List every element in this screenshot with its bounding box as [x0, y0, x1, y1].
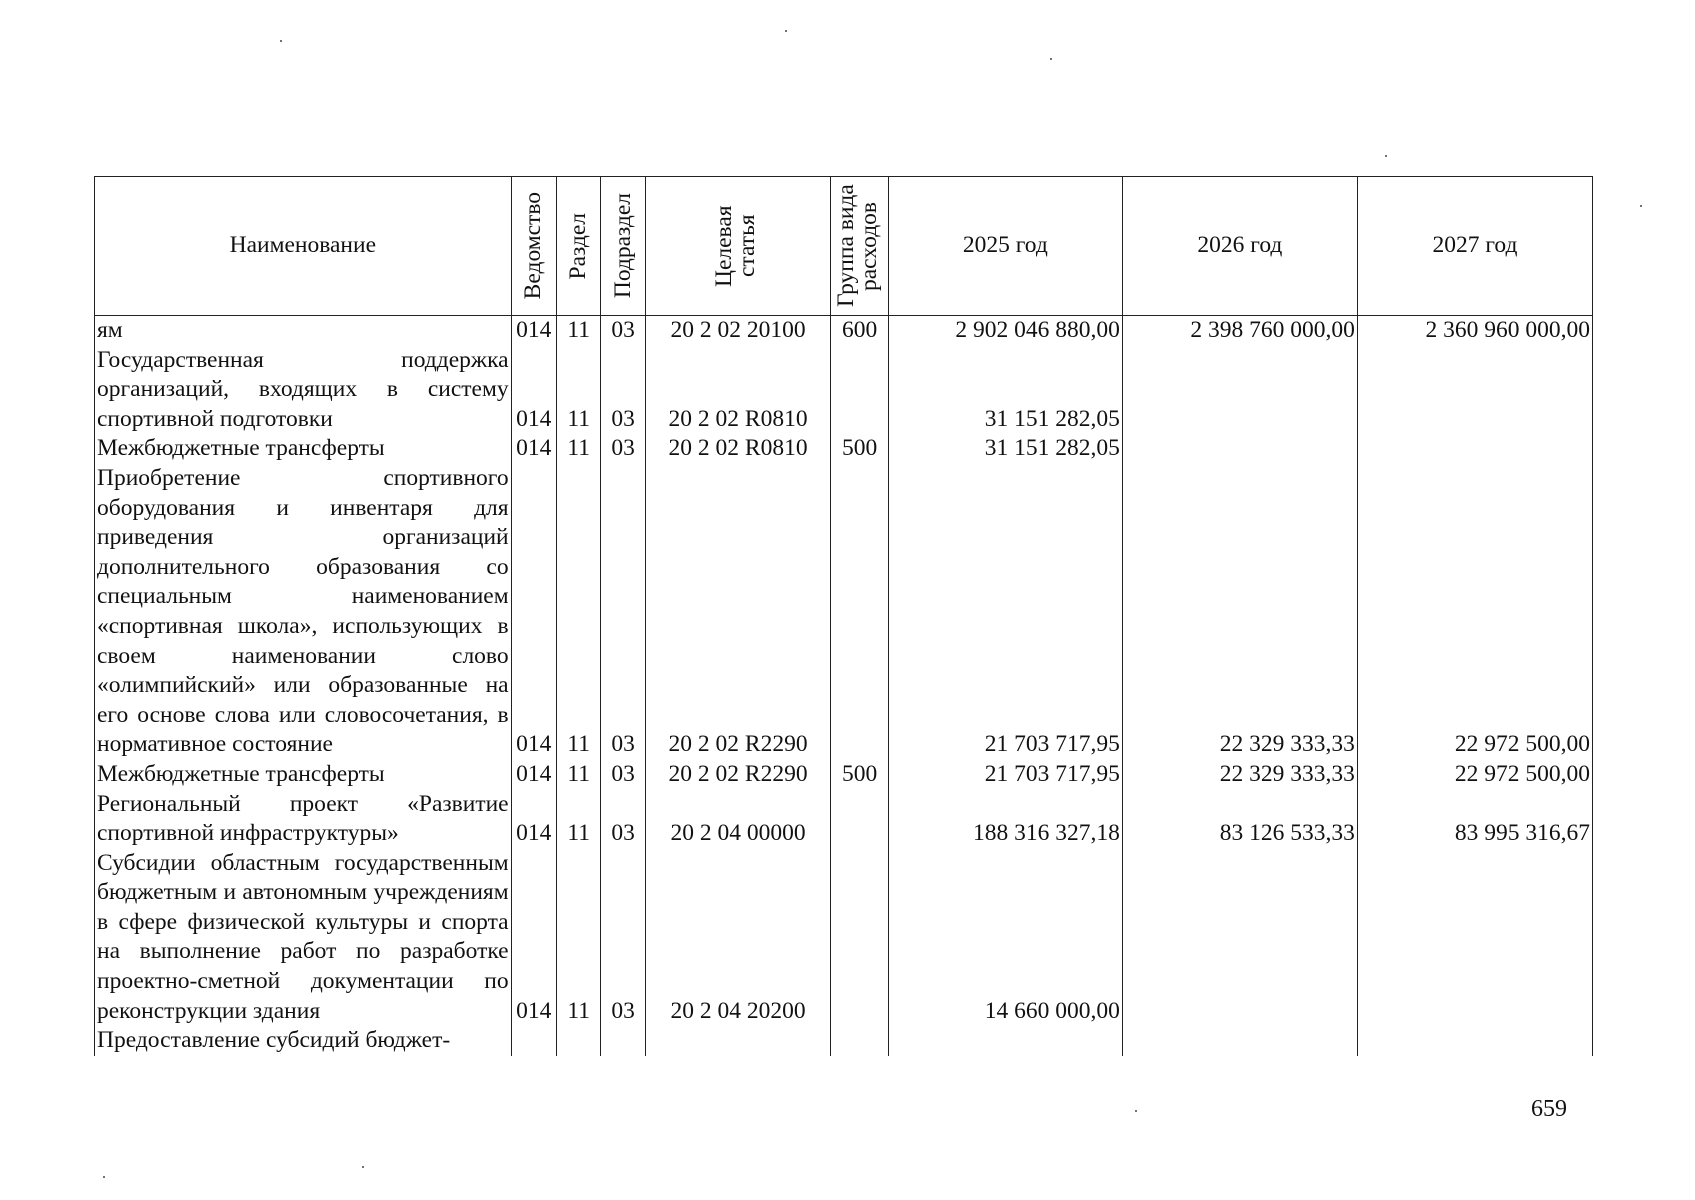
cell-razdel: 11 [557, 790, 601, 849]
cell-podrazdel [601, 1026, 645, 1056]
cell-gruppa: 500 [831, 434, 888, 464]
cell-celevaya-statya: 20 2 04 20200 [645, 849, 831, 1027]
cell-2027: 2 360 960 000,00 [1357, 316, 1592, 346]
cell-name: Субсидии областным государственным бюджетным и автономным учреждениям в сфере физической культуры и спорта на выполнение работ по разработке проектно-сметной документации по реконструкции здания [95, 849, 512, 1027]
cell-celevaya-statya [645, 1026, 831, 1056]
table-row [95, 849, 1593, 1027]
header-razdel-label: Раздел [565, 212, 592, 280]
header-celevaya-statya [645, 177, 831, 316]
cell-2027: 83 995 316,67 [1357, 790, 1592, 849]
cell-podrazdel: 03 [601, 434, 645, 464]
cell-razdel [557, 1026, 601, 1056]
scan-speck [1385, 155, 1387, 157]
cell-vedomstvo: 014 [511, 434, 556, 464]
cell-razdel: 11 [557, 434, 601, 464]
table-row [95, 464, 1593, 760]
header-2027 [1357, 177, 1592, 316]
cell-2027 [1357, 434, 1592, 464]
header-razdel [557, 177, 601, 316]
cell-vedomstvo: 014 [511, 849, 556, 1027]
cell-razdel: 11 [557, 464, 601, 760]
cell-podrazdel: 03 [601, 790, 645, 849]
header-vedomstvo-label: Ведомство [520, 192, 547, 300]
cell-2026 [1122, 1026, 1357, 1056]
cell-gruppa [831, 1026, 888, 1056]
cell-celevaya-statya: 20 2 02 R2290 [645, 760, 831, 790]
cell-razdel: 11 [557, 760, 601, 790]
cell-2026: 22 329 333,33 [1122, 760, 1357, 790]
cell-razdel: 11 [557, 346, 601, 435]
cell-celevaya-statya: 20 2 02 20100 [645, 316, 831, 346]
cell-vedomstvo: 014 [511, 790, 556, 849]
header-2026 [1122, 177, 1357, 316]
header-2025 [888, 177, 1122, 316]
cell-2026: 83 126 533,33 [1122, 790, 1357, 849]
cell-2025 [888, 1026, 1122, 1056]
scan-speck [1640, 205, 1642, 207]
budget-table [94, 176, 1593, 1056]
header-2027-label: 2027 год [1432, 232, 1518, 259]
cell-vedomstvo: 014 [511, 464, 556, 760]
cell-2026: 22 329 333,33 [1122, 464, 1357, 760]
cell-razdel: 11 [557, 316, 601, 346]
cell-2025: 21 703 717,95 [888, 464, 1122, 760]
scan-speck [785, 30, 787, 32]
cell-2025: 21 703 717,95 [888, 760, 1122, 790]
scan-speck [1050, 58, 1052, 60]
cell-gruppa [831, 849, 888, 1027]
cell-celevaya-statya: 20 2 02 R0810 [645, 434, 831, 464]
scan-speck [103, 1176, 105, 1178]
header-2025-label: 2025 год [962, 232, 1048, 259]
cell-podrazdel: 03 [601, 316, 645, 346]
cell-podrazdel: 03 [601, 464, 645, 760]
cell-vedomstvo: 014 [511, 316, 556, 346]
cell-podrazdel: 03 [601, 760, 645, 790]
cell-vedomstvo [511, 1026, 556, 1056]
header-gruppa-vida-raskhodov [831, 177, 888, 316]
header-name-label: Наименование [229, 232, 376, 259]
table-row [95, 760, 1593, 790]
cell-gruppa [831, 790, 888, 849]
scan-speck [280, 40, 282, 42]
cell-gruppa [831, 464, 888, 760]
cell-name: Приобретение спортивного оборудования и инвентаря для приведения организаций дополнительного образования со специальным наименованием «спортивная школа», использующих в своем наименовании слово «олимпийский» или образованные на его основе слова или словосочетания, в нормативное состояние [95, 464, 512, 760]
cell-name: ям [95, 316, 512, 346]
cell-2027: 22 972 500,00 [1357, 464, 1592, 760]
cell-celevaya-statya: 20 2 02 R0810 [645, 346, 831, 435]
cell-vedomstvo: 014 [511, 346, 556, 435]
cell-razdel: 11 [557, 849, 601, 1027]
cell-2027: 22 972 500,00 [1357, 760, 1592, 790]
table-row [95, 316, 1593, 346]
cell-vedomstvo: 014 [511, 760, 556, 790]
cell-name: Межбюджетные трансферты [95, 434, 512, 464]
table-row [95, 1026, 1593, 1056]
scan-speck [362, 1166, 364, 1168]
cell-name: Региональный проект «Развитие спортивной инфраструктуры» [95, 790, 512, 849]
cell-2026: 2 398 760 000,00 [1122, 316, 1357, 346]
table-body [95, 316, 1593, 1056]
header-2026-label: 2026 год [1197, 232, 1283, 259]
cell-2026 [1122, 434, 1357, 464]
cell-name: Межбюджетные трансферты [95, 760, 512, 790]
table-row [95, 346, 1593, 435]
header-podrazdel-label: Подраздел [609, 193, 636, 299]
cell-2027 [1357, 849, 1592, 1027]
cell-podrazdel: 03 [601, 346, 645, 435]
cell-2025: 31 151 282,05 [888, 434, 1122, 464]
header-celevaya-label: Целевая статья [711, 205, 761, 287]
cell-name: Предоставление субсидий бюджет- [95, 1026, 512, 1056]
cell-2026 [1122, 849, 1357, 1027]
cell-podrazdel: 03 [601, 849, 645, 1027]
cell-2025: 14 660 000,00 [888, 849, 1122, 1027]
cell-gruppa [831, 346, 888, 435]
cell-2026 [1122, 346, 1357, 435]
cell-2025: 188 316 327,18 [888, 790, 1122, 849]
table-header [95, 177, 1593, 316]
table-row [95, 790, 1593, 849]
cell-gruppa: 500 [831, 760, 888, 790]
cell-2027 [1357, 1026, 1592, 1056]
cell-name: Государственная поддержка организаций, входящих в систему спортивной подготовки [95, 346, 512, 435]
cell-celevaya-statya: 20 2 04 00000 [645, 790, 831, 849]
cell-2025: 2 902 046 880,00 [888, 316, 1122, 346]
header-vedomstvo [511, 177, 556, 316]
header-podrazdel [601, 177, 645, 316]
cell-2027 [1357, 346, 1592, 435]
scan-speck [1135, 1110, 1137, 1112]
table-row [95, 434, 1593, 464]
header-gruppa-label: Группа вида расходов [832, 184, 882, 308]
header-name [95, 177, 512, 316]
cell-2025: 31 151 282,05 [888, 346, 1122, 435]
cell-celevaya-statya: 20 2 02 R2290 [645, 464, 831, 760]
page-number: 659 [1531, 1096, 1567, 1122]
cell-gruppa: 600 [831, 316, 888, 346]
